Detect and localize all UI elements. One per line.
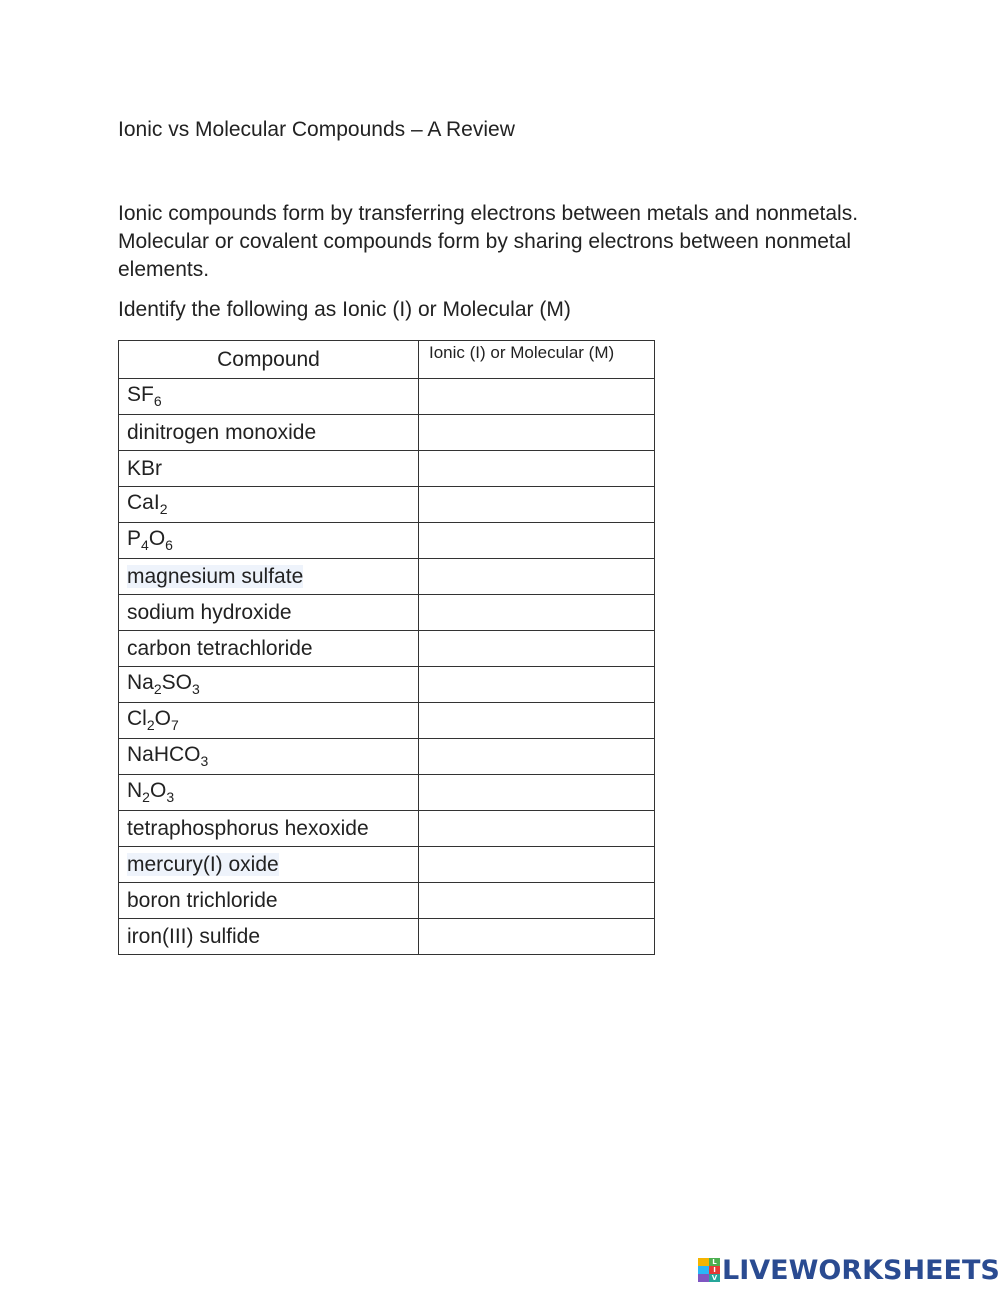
compound-name [127,383,162,410]
table-row [119,559,655,595]
instruction-text: Identify the following as Ionic (I) or Molecular (M) [118,298,571,321]
table-row [119,415,655,451]
subscript: 2 [153,681,162,698]
compound-text: SO [161,671,192,695]
compound-name [127,565,303,588]
compound-cell [119,523,419,559]
subscript: 2 [146,717,155,734]
compound-text: dinitrogen monoxide [127,420,317,444]
compound-cell [119,667,419,703]
answer-input[interactable] [427,453,650,485]
answer-cell[interactable] [419,847,655,883]
compound-text: carbon tetrachloride [127,636,313,660]
answer-cell[interactable] [419,811,655,847]
answer-input[interactable] [427,489,650,521]
subscript: 6 [153,393,162,410]
compound-name [127,491,168,518]
compound-text: magnesium sulfate [127,564,304,588]
compound-cell [119,883,419,919]
compound-text: Cl [127,707,147,731]
answer-cell[interactable] [419,523,655,559]
answer-cell[interactable] [419,379,655,415]
table-row [119,487,655,523]
compound-name [127,527,173,554]
subscript: 3 [200,753,209,770]
answer-cell[interactable] [419,775,655,811]
compound-text: Na [127,671,154,695]
table-row [119,667,655,703]
compound-cell [119,811,419,847]
answer-cell[interactable] [419,451,655,487]
compound-name [127,853,279,876]
answer-cell[interactable] [419,559,655,595]
answer-input[interactable] [427,777,650,809]
compound-text: O [149,779,167,803]
logo-icon-block: I [709,1266,720,1274]
answer-cell[interactable] [419,919,655,955]
compound-cell [119,919,419,955]
compound-name [127,743,209,770]
answer-cell[interactable] [419,667,655,703]
compound-name [127,671,200,698]
compound-cell [119,487,419,523]
subscript: 3 [166,789,175,806]
table-header-row [119,341,655,379]
compound-text: O [154,707,171,731]
compound-name [127,889,278,912]
compound-text: SF [127,383,154,407]
logo-icon-block: V [709,1274,720,1282]
logo-icon-block [698,1258,709,1266]
compound-name [127,457,162,480]
table-row [119,811,655,847]
logo-text: LIVEWORKSHEETS [722,1254,1000,1286]
table-row [119,523,655,559]
answer-input[interactable] [427,921,650,953]
compound-text: KBr [127,456,163,480]
compound-text: boron trichloride [127,888,278,912]
compound-name [127,817,369,840]
liveworksheets-icon [698,1258,720,1282]
table-row [119,595,655,631]
compound-name [127,779,175,806]
table-row [119,919,655,955]
compound-text: CaI [127,491,160,515]
compound-cell [119,739,419,775]
compound-name [127,601,292,624]
answer-cell[interactable] [419,883,655,919]
answer-input[interactable] [427,417,650,449]
subscript: 4 [141,537,149,554]
answer-cell[interactable] [419,739,655,775]
answer-cell[interactable] [419,415,655,451]
compound-text: iron(III) sulfide [127,924,261,948]
compound-name [127,925,260,948]
logo-icon-block [698,1274,709,1282]
compound-table [118,340,655,955]
subscript: 7 [170,717,179,734]
compound-text: sodium hydroxide [127,600,292,624]
header-compound: Compound [119,341,419,379]
subscript: 2 [142,789,150,806]
compound-text: mercury(I) oxide [127,852,279,876]
subscript: 3 [192,681,200,698]
logo-icon-block [698,1266,709,1274]
compound-cell [119,703,419,739]
answer-input[interactable] [427,849,650,881]
table-row [119,847,655,883]
compound-text: NaHCO [127,743,201,767]
answer-input[interactable] [427,741,650,773]
compound-name [127,421,316,444]
answer-input[interactable] [427,633,650,665]
compound-text: O [148,527,166,551]
answer-input[interactable] [427,561,650,593]
answer-input[interactable] [427,597,650,629]
table-row [119,451,655,487]
subscript: 2 [159,501,168,518]
compound-text: P [127,527,142,551]
table-body [119,379,655,955]
compound-cell [119,379,419,415]
answer-cell[interactable] [419,703,655,739]
answer-input[interactable] [427,669,650,701]
compound-name [127,707,179,734]
table-row [119,739,655,775]
answer-input[interactable] [427,705,650,737]
logo-icon-block: L [709,1258,720,1266]
compound-cell [119,415,419,451]
answer-cell[interactable] [419,487,655,523]
table-row [119,883,655,919]
header-answer: Ionic (I) or Molecular (M) [419,341,655,379]
compound-cell [119,775,419,811]
compound-cell [119,595,419,631]
compound-cell [119,451,419,487]
intro-paragraph: Ionic compounds form by transferring electrons between metals and nonmetals. Molecular or covalent compounds form by sharing electrons between nonmetal elements. [118,202,859,281]
compound-cell [119,559,419,595]
table-row [119,775,655,811]
table-row [119,631,655,667]
table-row [119,703,655,739]
table-row [119,379,655,415]
answer-cell[interactable] [419,631,655,667]
answer-input[interactable] [427,885,650,917]
compound-text: N [127,779,143,803]
answer-cell[interactable] [419,595,655,631]
compound-cell [119,847,419,883]
subscript: 6 [165,537,173,554]
compound-text: tetraphosphorus hexoxide [127,816,369,840]
page-title: Ionic vs Molecular Compounds – A Review [118,118,515,141]
answer-input[interactable] [427,381,650,413]
answer-input[interactable] [427,813,650,845]
compound-name [127,637,313,660]
liveworksheets-logo [698,1255,1000,1285]
answer-input[interactable] [427,525,650,557]
compound-cell [119,631,419,667]
